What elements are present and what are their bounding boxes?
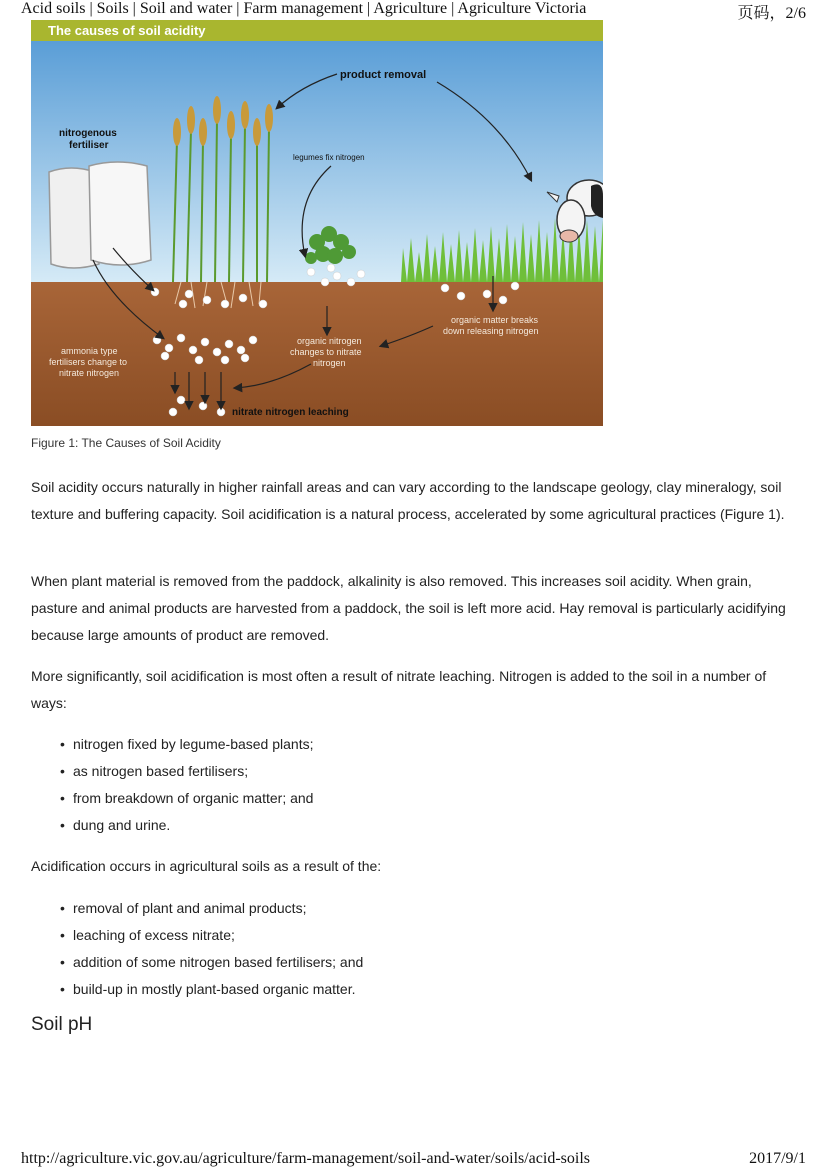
- label-organic-nitrogen-2: changes to nitrate: [290, 347, 362, 357]
- label-ammonia-2: fertilisers change to: [49, 357, 128, 367]
- list-item: • as nitrogen based fertilisers;: [60, 758, 313, 785]
- list-item: • nitrogen fixed by legume-based plants;: [60, 731, 313, 758]
- label-fertiliser: fertiliser: [69, 140, 109, 151]
- page-footer-date: 2017/9/1: [749, 1150, 806, 1167]
- label-organic-nitrogen-1: organic nitrogen: [297, 336, 362, 346]
- page-footer-url: http://agriculture.vic.gov.au/agriculture/farm-management/soil-and-water/soils/acid-soils: [21, 1150, 590, 1167]
- banner-title: The causes of soil acidity: [48, 23, 206, 38]
- section-heading-soil-ph: Soil pH: [31, 1014, 93, 1035]
- paragraph-4: Acidification occurs in agricultural soils as a result of the:: [31, 858, 382, 874]
- list-item: • dung and urine.: [60, 812, 313, 839]
- figure-caption: Figure 1: The Causes of Soil Acidity: [31, 436, 221, 450]
- nitrogen-sources-list: [60, 731, 313, 839]
- list-item: • leaching of excess nitrate;: [60, 922, 363, 949]
- fertiliser-bags-icon: [49, 162, 151, 268]
- page-header-title: Acid soils | Soils | Soil and water | Farm management | Agriculture | Agriculture Victoria: [21, 0, 587, 17]
- label-nitrogenous: nitrogenous: [59, 128, 117, 139]
- label-nitrate-leaching: nitrate nitrogen leaching: [232, 407, 349, 418]
- paragraph-2: When plant material is removed from the paddock, alkalinity is also removed. This increases soil acidity. When grain, pasture and animal products are harvested from a paddock, the soil is left more acid. Hay removal is particularly acidifying because large amounts of product are removed.: [31, 573, 786, 643]
- list-item: • build-up in mostly plant-based organic matter.: [60, 976, 363, 1003]
- page-number: 页码，2/6: [737, 5, 806, 22]
- label-ammonia-1: ammonia type: [61, 346, 118, 356]
- soil-acidity-figure: [31, 20, 603, 426]
- paragraph-1: Soil acidity occurs naturally in higher rainfall areas and can vary according to the landscape geology, clay mineralogy, soil texture and buffering capacity. Soil acidification is a natural process, accelerated by some agricultural practices (Figure 1).: [31, 479, 785, 522]
- label-product-removal: product removal: [340, 69, 427, 81]
- list-item: • removal of plant and animal products;: [60, 895, 363, 922]
- label-ammonia-3: nitrate nitrogen: [59, 368, 120, 378]
- list-item: • from breakdown of organic matter; and: [60, 785, 313, 812]
- list-item: • addition of some nitrogen based fertilisers; and: [60, 949, 363, 976]
- label-organic-matter-2: down releasing nitrogen: [443, 326, 539, 336]
- paragraph-3: More significantly, soil acidification is most often a result of nitrate leaching. Nitrogen is added to the soil in a number of ways:: [31, 668, 767, 711]
- label-legumes-fix-nitrogen: legumes fix nitrogen: [293, 153, 365, 162]
- label-organic-nitrogen-3: nitrogen: [313, 358, 346, 368]
- acidification-causes-list: [60, 895, 363, 1003]
- label-organic-matter-1: organic matter breaks: [451, 315, 539, 325]
